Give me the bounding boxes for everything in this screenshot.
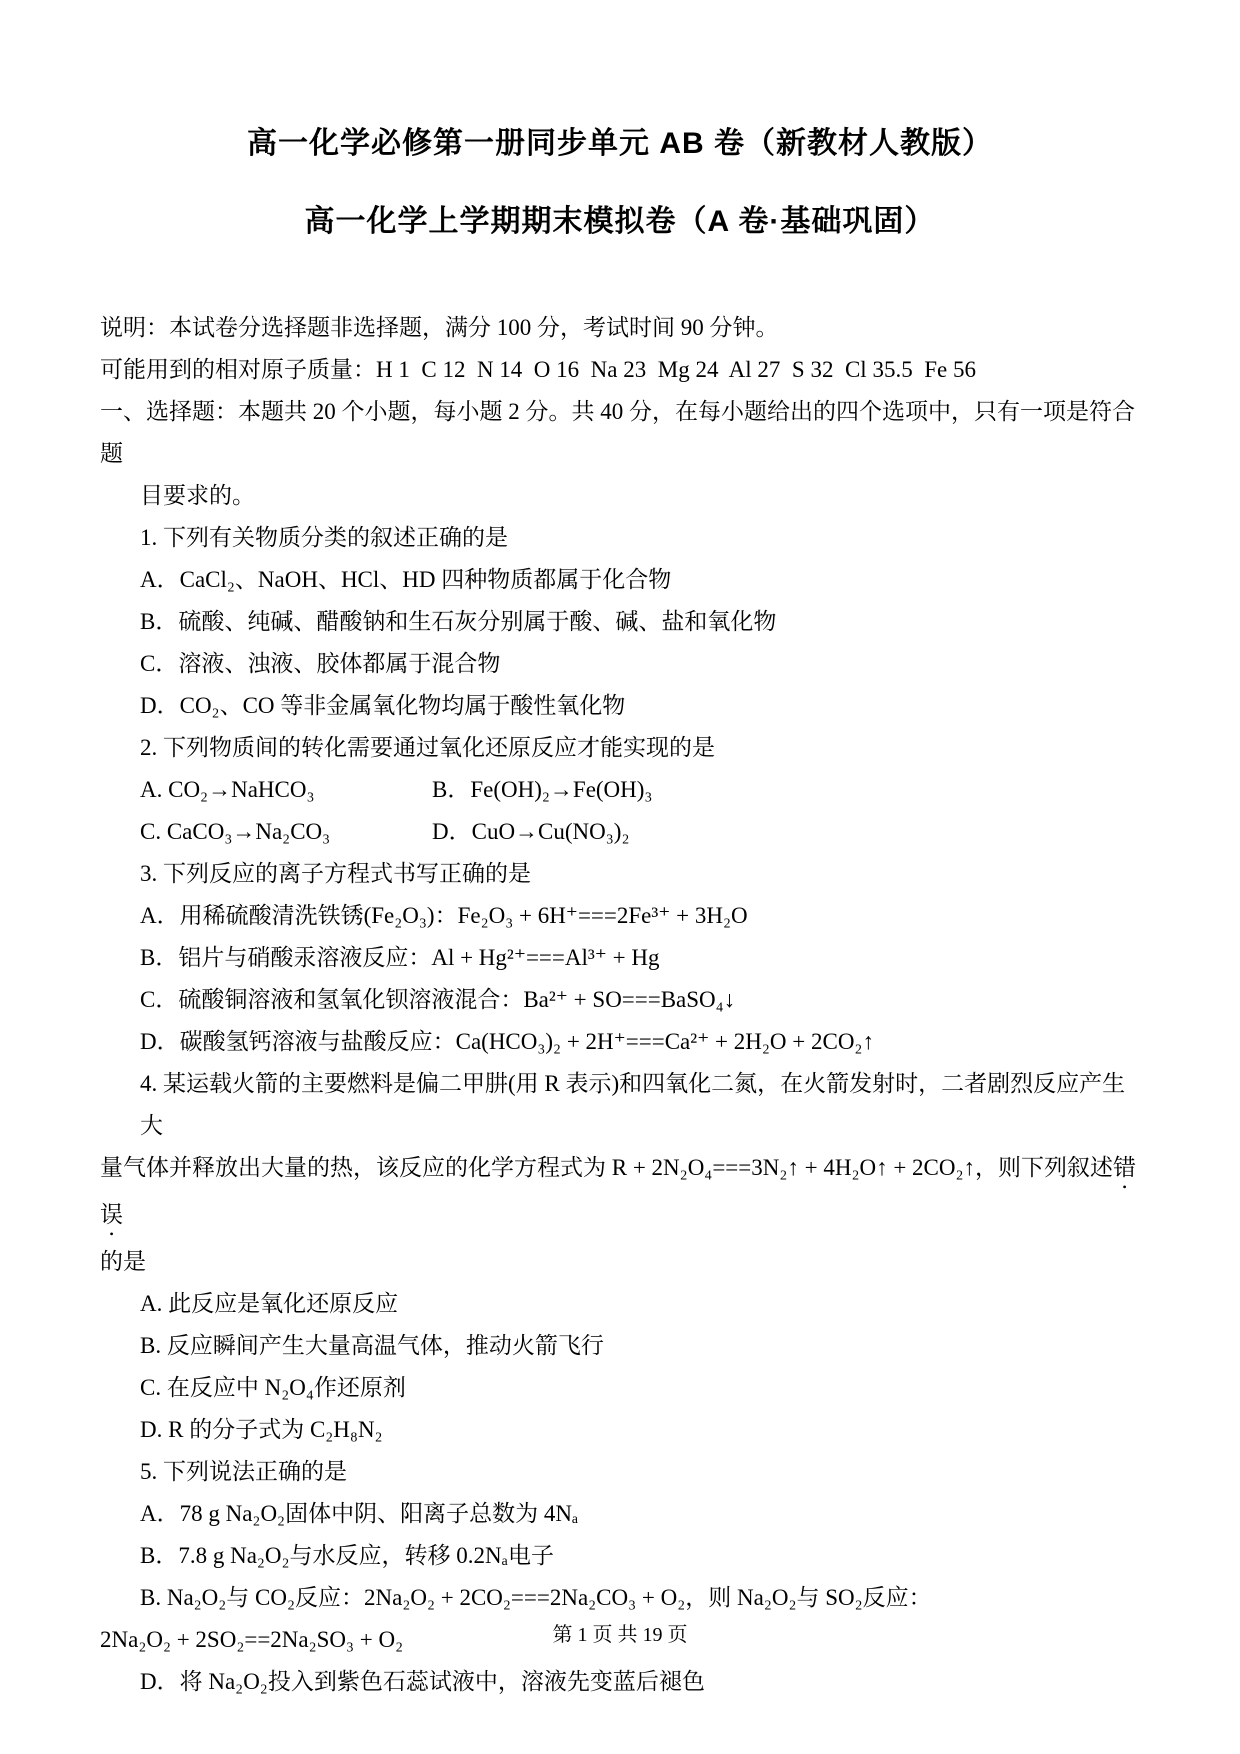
question-3-stem: 3. 下列反应的离子方程式书写正确的是 bbox=[140, 861, 531, 886]
question-4-emphasized-word: 错误 bbox=[100, 1155, 1137, 1227]
question-1-option-d: D．CO₂、CO 等非金属氧化物均属于酸性氧化物 bbox=[140, 693, 626, 718]
exam-title: 高一化学必修第一册同步单元 AB 卷（新教材人教版） bbox=[247, 127, 993, 160]
question-1-option-a: A．CaCl₂、NaOH、HCl、HD 四种物质都属于化合物 bbox=[140, 567, 672, 592]
question-1-option-b: B．硫酸、纯碱、醋酸钠和生石灰分别属于酸、碱、盐和氧化物 bbox=[140, 609, 777, 634]
section-1-heading: 一、选择题：本题共 20 个小题，每小题 2 分。共 40 分，在每小题给出的四个选项中，只有一项是符合题 bbox=[100, 399, 1135, 466]
question-4-option-d: D. R 的分子式为 C₂H₈N₂ bbox=[140, 1417, 383, 1442]
question-3-option-c: C．硫酸铜溶液和氢氧化钡溶液混合：Ba²⁺ + SO===BaSO₄↓ bbox=[140, 987, 736, 1012]
question-4-stem-line-2-text: 量气体并释放出大量的热，该反应的化学方程式为 R + 2N₂O₄===3N₂↑ + 4H₂O↑ + 2CO₂↑，则下列叙述 bbox=[100, 1155, 1114, 1180]
exam-subtitle: 高一化学上学期期末模拟卷（A 卷·基础巩固） bbox=[304, 205, 936, 238]
question-2-stem: 2. 下列物质间的转化需要通过氧化还原反应才能实现的是 bbox=[140, 735, 715, 760]
question-2-option-a: A. CO₂→NaHCO₃ bbox=[140, 777, 315, 802]
question-3-option-b: B．铝片与硝酸汞溶液反应：Al + Hg²⁺===Al³⁺ + Hg bbox=[140, 945, 660, 970]
question-2-option-d: D．CuO→Cu(NO₃)₂ bbox=[432, 819, 630, 844]
question-2-option-c: C. CaCO₃→Na₂CO₃ bbox=[140, 819, 331, 844]
question-4-option-b: B. 反应瞬间产生大量高温气体，推动火箭飞行 bbox=[140, 1333, 604, 1358]
question-5-option-d: D．将 Na₂O₂投入到紫色石蕊试液中，溶液先变蓝后褪色 bbox=[140, 1669, 705, 1694]
question-4-stem-line-3: 的是 bbox=[100, 1249, 146, 1274]
page-number: 第 1 页 共 19 页 bbox=[552, 1624, 688, 1646]
question-2-option-b: B．Fe(OH)₂→Fe(OH)₃ bbox=[432, 777, 653, 802]
question-4-stem-line-2 bbox=[100, 1147, 1140, 1241]
question-3-option-a: A．用稀硫酸清洗铁锈(Fe₂O₃)：Fe₂O₃ + 6H⁺===2Fe³⁺ + 3H₂O bbox=[140, 903, 748, 928]
section-1-heading-continued: 目要求的。 bbox=[140, 483, 255, 508]
question-2-options-row-1 bbox=[100, 769, 1140, 811]
question-4-option-c: C. 在反应中 N₂O₄作还原剂 bbox=[140, 1375, 406, 1400]
exam-body bbox=[100, 307, 1140, 1703]
exam-note: 说明：本试卷分选择题非选择题，满分 100 分，考试时间 90 分钟。 bbox=[100, 315, 779, 340]
question-3-option-d: D．碳酸氢钙溶液与盐酸反应：Ca(HCO₃)₂ + 2H⁺===Ca²⁺ + 2H₂O + 2CO₂↑ bbox=[140, 1029, 874, 1054]
question-5-stem: 5. 下列说法正确的是 bbox=[140, 1459, 347, 1484]
question-1-option-c: C．溶液、浊液、胶体都属于混合物 bbox=[140, 651, 501, 676]
question-5-option-a: A．78 g Na₂O₂固体中阴、阳离子总数为 4Nₐ bbox=[140, 1501, 579, 1526]
question-5-option-b: B．7.8 g Na₂O₂与水反应，转移 0.2Nₐ电子 bbox=[140, 1543, 554, 1568]
question-4-stem-line-1: 4. 某运载火箭的主要燃料是偏二甲肼(用 R 表示)和四氧化二氮，在火箭发射时，二者剧烈反应产生大 bbox=[140, 1071, 1126, 1138]
question-5-option-c: B. Na₂O₂与 CO₂反应：2Na₂O₂ + 2CO₂===2Na₂CO₃ + O₂，则 Na₂O₂与 SO₂反应： bbox=[140, 1585, 932, 1610]
question-1-stem: 1. 下列有关物质分类的叙述正确的是 bbox=[140, 525, 508, 550]
question-2-options-row-2 bbox=[100, 811, 1140, 853]
question-5-option-c-continued: 2Na₂O₂ + 2SO₂==2Na₂SO₃ + O₂ bbox=[100, 1627, 404, 1652]
atomic-masses-line: 可能用到的相对原子质量：H 1 C 12 N 14 O 16 Na 23 Mg 24 Al 27 S 32 Cl 35.5 Fe 56 bbox=[100, 357, 976, 382]
question-4-option-a: A. 此反应是氧化还原反应 bbox=[140, 1291, 399, 1316]
